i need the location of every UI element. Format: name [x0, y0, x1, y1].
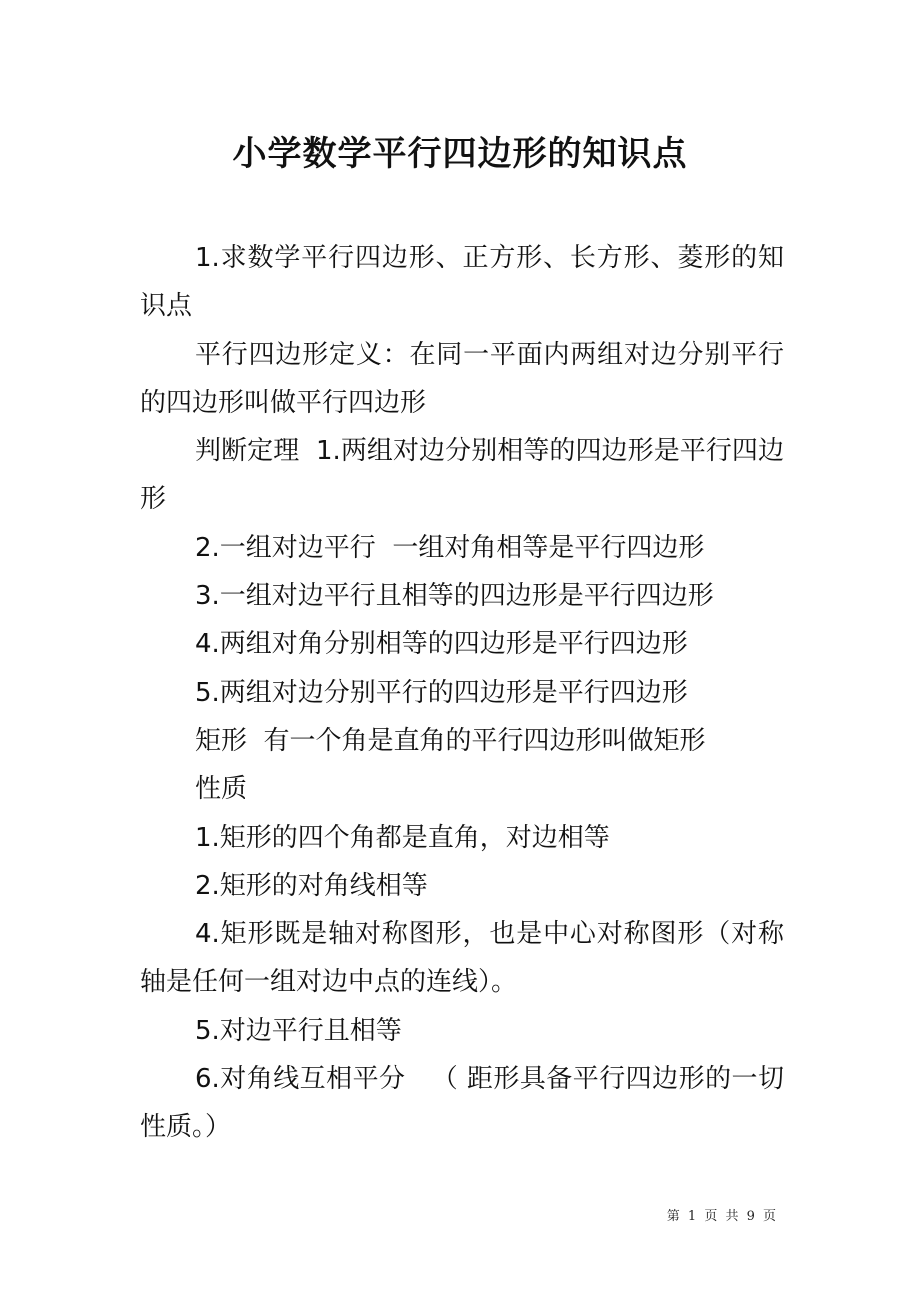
- paragraph-3: 判断定理 1.两组对边分别相等的四边形是平行四边形: [140, 436, 784, 515]
- paragraph-9: 性质: [195, 774, 248, 805]
- paragraph-11: 2.矩形的对角线相等: [195, 870, 428, 901]
- paragraph-8: 矩形 有一个角是直角的平行四边形叫做矩形: [195, 725, 706, 756]
- paragraph-13: 5.对边平行且相等: [195, 1015, 402, 1046]
- paragraph-12: 4.矩形既是轴对称图形，也是中心对称图形（对称轴是任何一组对边中点的连线）。: [140, 919, 784, 998]
- paragraph-7: 5.两组对边分别平行的四边形是平行四边形: [195, 677, 688, 708]
- paragraph-14: 6.对角线互相平分 （ 距形具备平行四边形的一切性质。）: [140, 1064, 784, 1143]
- paragraph-2: 平行四边形定义：在同一平面内两组对边分别平行的四边形叫做平行四边形: [140, 339, 784, 418]
- paragraph-4: 2.一组对边平行 一组对角相等是平行四边形: [195, 532, 705, 563]
- document-body: [140, 234, 784, 1152]
- paragraph-6: 4.两组对角分别相等的四边形是平行四边形: [195, 629, 688, 660]
- page-number-footer: 第 1 页 共 9 页: [666, 1209, 778, 1224]
- paragraph-1: 1.求数学平行四边形、正方形、长方形、菱形的知识点: [140, 243, 784, 322]
- paragraph-10: 1.矩形的四个角都是直角，对边相等: [195, 822, 610, 853]
- paragraph-5: 3.一组对边平行且相等的四边形是平行四边形: [195, 581, 714, 612]
- document-title: 小学数学平行四边形的知识点: [232, 134, 688, 174]
